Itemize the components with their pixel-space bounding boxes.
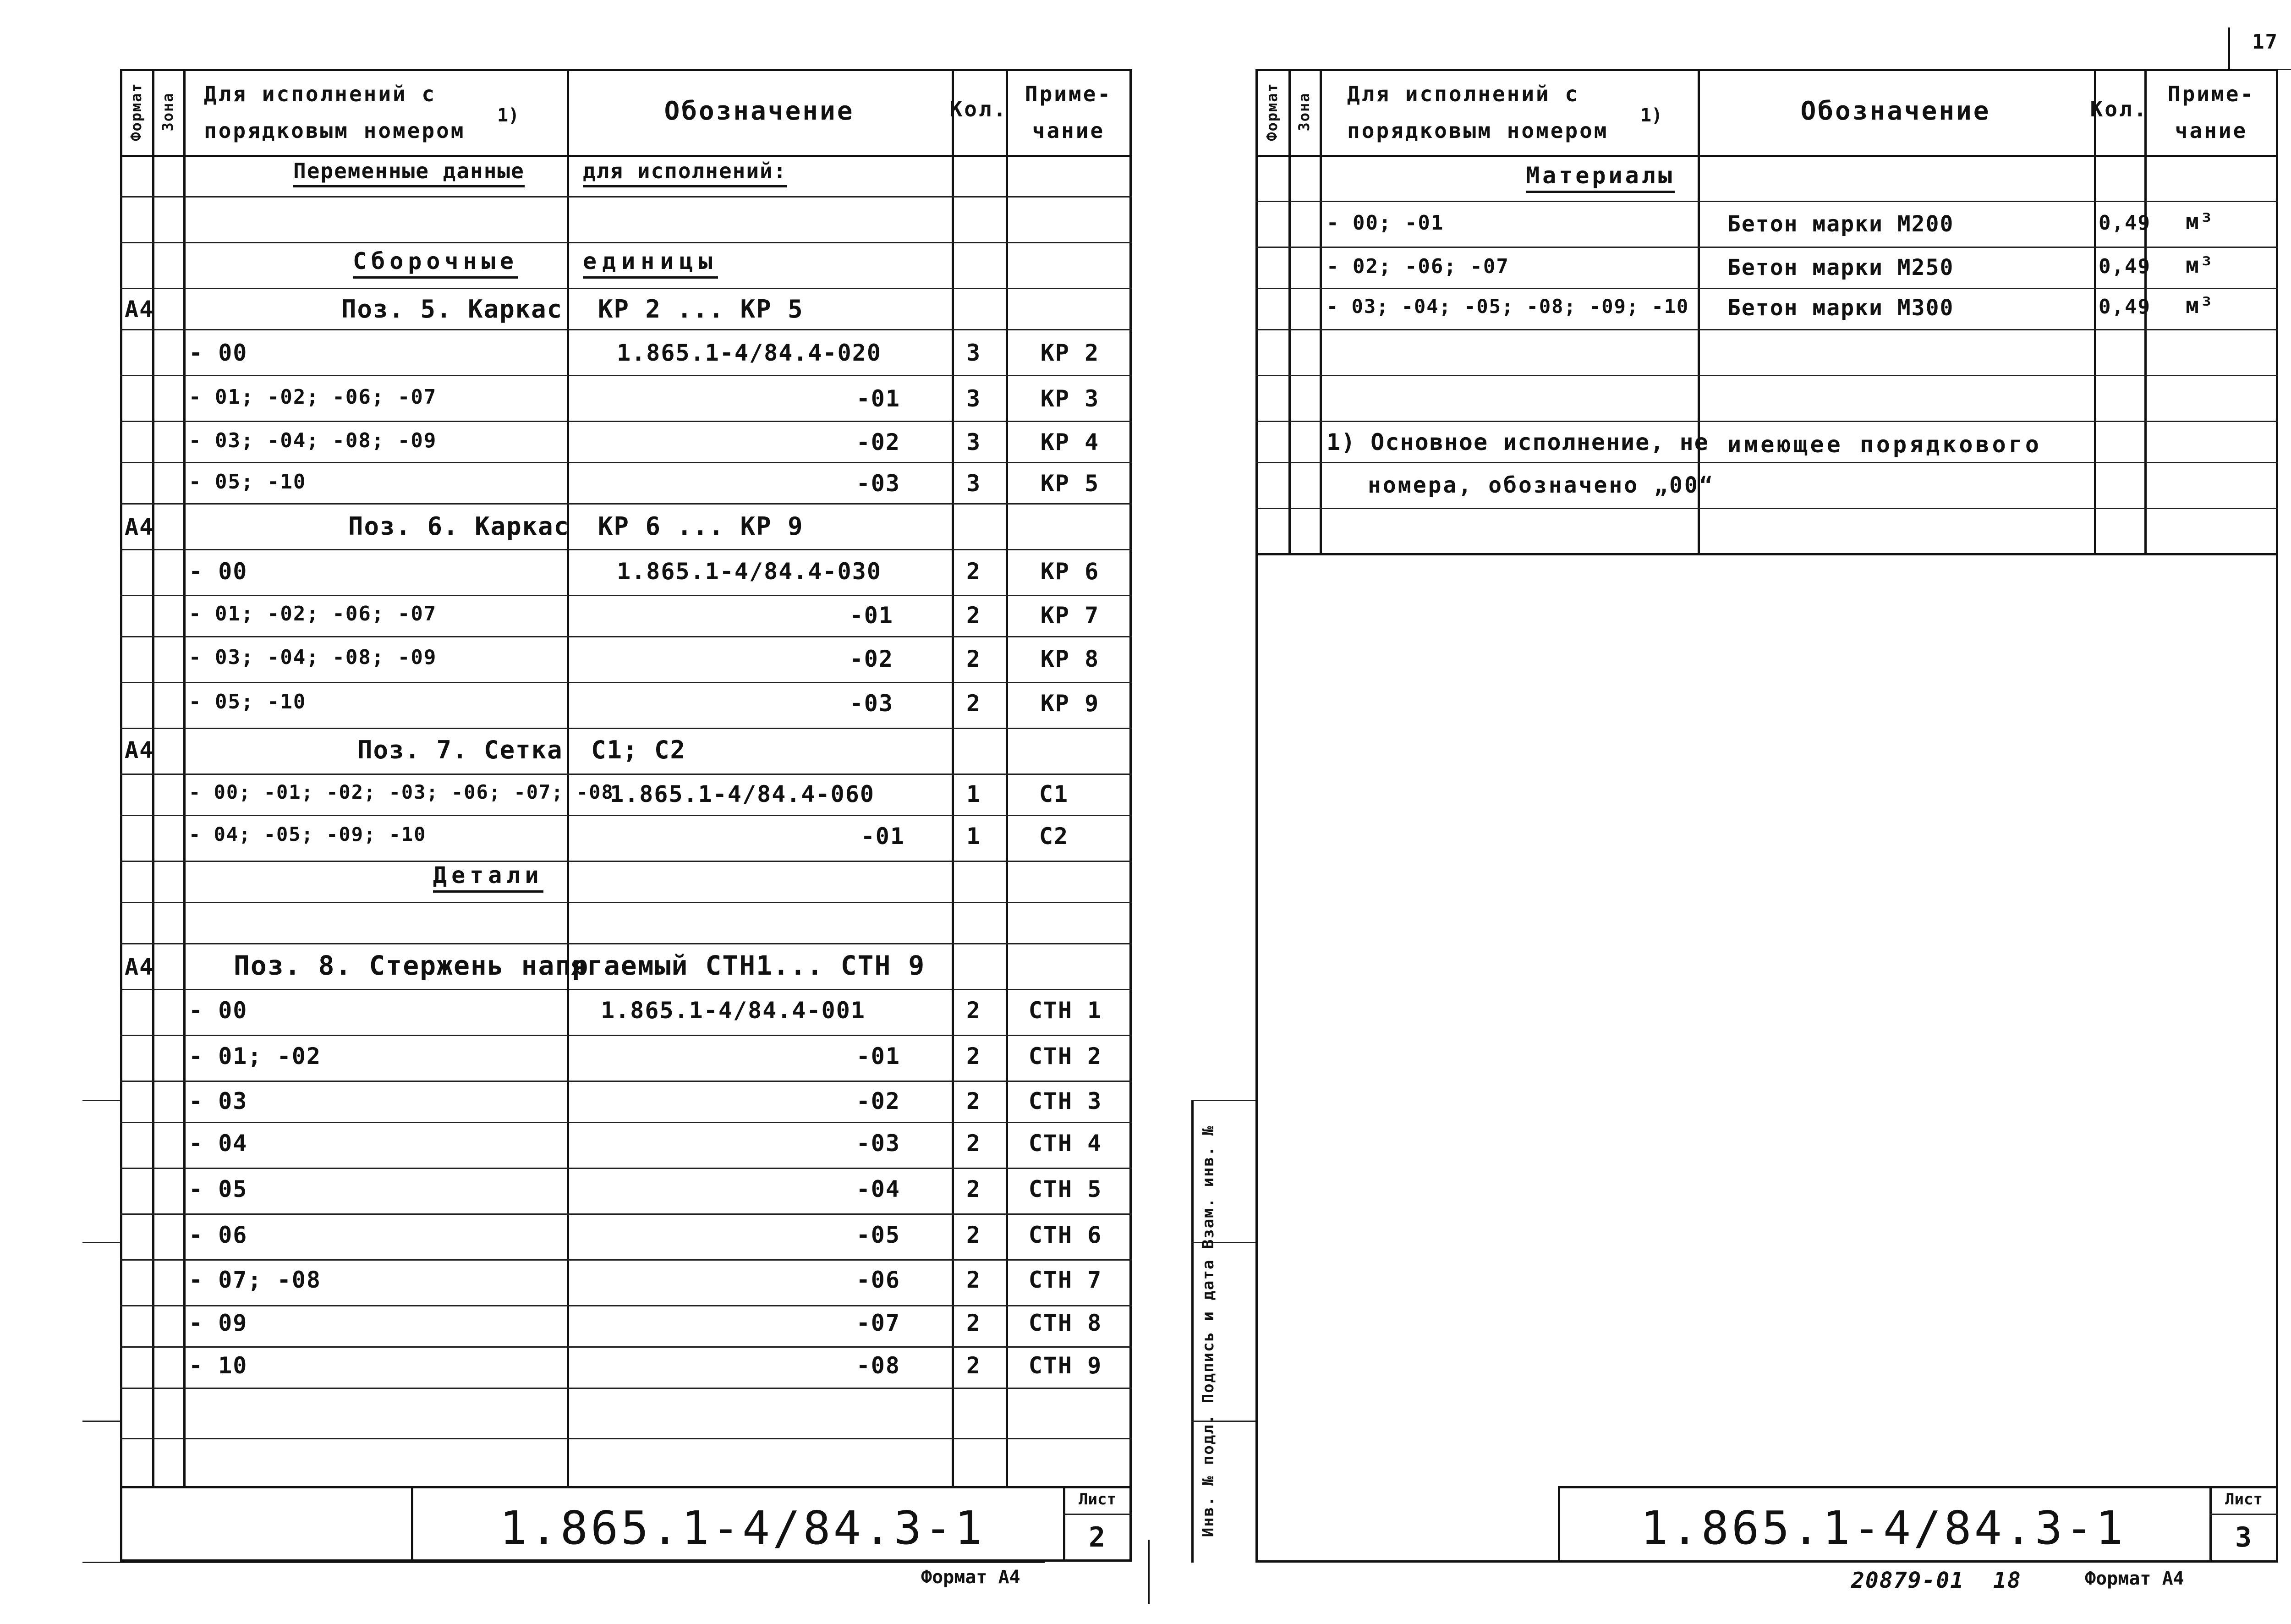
pos8-row9-qty: 2 (966, 1352, 981, 1379)
variants-header-line2: порядковым номером (204, 118, 466, 143)
left-sheet-number: 2 (1088, 1521, 1107, 1553)
pos8-row7-variant: - 07; -08 (189, 1267, 321, 1293)
pos5-title: Поз. 5. Каркас (341, 295, 563, 324)
variants-header-line1: Для исполнений с (204, 82, 437, 106)
right-variants-header-line1: Для исполнений с (1347, 82, 1580, 106)
footnote-mark: 1) (497, 105, 520, 126)
pos8-row6-variant: - 06 (189, 1222, 248, 1248)
pos8-row3-qty: 2 (966, 1088, 981, 1114)
pos8-row9-designation: -08 (856, 1352, 900, 1379)
designation-header: Обозначение (664, 96, 855, 126)
pos7-title: Поз. 7. Сетка (357, 735, 563, 764)
pos5-row4-qty: 3 (966, 470, 981, 497)
pos7-range: С1; С2 (591, 735, 686, 764)
pos7-row2-variant: - 04; -05; -09; -10 (189, 823, 427, 845)
pos7-format: А4 (125, 737, 154, 763)
pos8-row1-designation: 1.865.1-4/84.4-001 (601, 997, 866, 1024)
pos5-row4-note: КР 5 (1040, 470, 1100, 497)
left-stamp-code: 1.865.1-4/84.3-1 (499, 1501, 985, 1555)
pos8-row4-qty: 2 (966, 1130, 981, 1157)
pos7-row1-designation: 1.865.1-4/84.4-060 (610, 781, 875, 807)
pos5-row1-qty: 3 (966, 340, 981, 366)
pos5-row3-variant: - 03; -04; -08; -09 (189, 429, 437, 452)
note-header-line2: чание (1032, 118, 1105, 143)
pos8-row6-designation: -05 (856, 1222, 900, 1248)
right-footnote-mark: 1) (1640, 105, 1663, 126)
material-row1-qty: 0,49 (2099, 211, 2151, 235)
pos6-row3-qty: 2 (966, 646, 981, 672)
pos8-row1-note: СТН 1 (1028, 997, 1102, 1024)
pos8-row8-designation: -07 (856, 1310, 900, 1336)
pos8-row6-qty: 2 (966, 1222, 981, 1248)
footnote-line1-right: имеющее порядкового (1727, 431, 2042, 458)
sheet-separator (1148, 1540, 1150, 1604)
material-row3-note: м³ (2186, 293, 2214, 318)
pos8-row3-note: СТН 3 (1028, 1088, 1102, 1114)
material-row1-note: м³ (2186, 209, 2214, 235)
pos5-row4-variant: - 05; -10 (189, 470, 307, 494)
left-format-label: Формат А4 (921, 1567, 1020, 1588)
pos5-row2-designation: -01 (856, 385, 900, 412)
right-zone-column-header: Зона (1295, 92, 1313, 132)
right-sheet-number: 3 (2235, 1521, 2253, 1553)
material-row2-designation: Бетон марки М250 (1727, 255, 1954, 280)
pos6-row3-designation: -02 (849, 646, 893, 672)
pos5-row2-note: КР 3 (1040, 385, 1100, 412)
right-variants-header-line2: порядковым номером (1347, 118, 1609, 143)
pos6-row3-variant: - 03; -04; -08; -09 (189, 646, 437, 669)
pos7-row2-designation: -01 (860, 823, 905, 850)
pos5-row3-note: КР 4 (1040, 429, 1100, 455)
right-qty-header: Кол. (2090, 97, 2148, 121)
pos6-row1-variant: - 00 (189, 558, 248, 585)
pos5-row1-designation: 1.865.1-4/84.4-020 (617, 340, 882, 366)
material-row2-note: м³ (2186, 252, 2214, 278)
pos8-row2-variant: - 01; -02 (189, 1043, 321, 1070)
right-note-header-line1: Приме- (2167, 82, 2255, 106)
pos8-title-continued: ягаемый СТН1... СТН 9 (570, 950, 926, 981)
pos8-row8-note: СТН 8 (1028, 1310, 1102, 1336)
pos8-row1-variant: - 00 (189, 997, 248, 1024)
pos8-row8-variant: - 09 (189, 1310, 248, 1336)
section-assemblies: Сборочные (353, 250, 518, 279)
pos8-row6-note: СТН 6 (1028, 1222, 1102, 1248)
pos5-row2-qty: 3 (966, 385, 981, 412)
pos5-row3-qty: 3 (966, 429, 981, 455)
footnote-line1-left: 1) Основное исполнение, не (1326, 429, 1709, 455)
pos8-row3-designation: -02 (856, 1088, 900, 1114)
pos6-row4-designation: -03 (849, 690, 893, 717)
pos6-range: КР 6 ... КР 9 (598, 512, 804, 541)
left-sheet-label: Лист (1079, 1490, 1116, 1509)
pos6-row1-note: КР 6 (1040, 558, 1100, 585)
side-stamp-label: Инв. № подл. Подпись и дата Взам. инв. № (1199, 1125, 1217, 1537)
pos8-row5-variant: - 05 (189, 1176, 248, 1202)
pos7-row2-qty: 1 (966, 823, 981, 850)
material-row2-variant: - 02; -06; -07 (1326, 255, 1509, 278)
pos6-row4-qty: 2 (966, 690, 981, 717)
pos6-row1-qty: 2 (966, 558, 981, 585)
pos8-format: А4 (125, 954, 154, 980)
footnote-line2: номера, обозначено „00“ (1368, 472, 1715, 498)
pos8-row9-note: СТН 9 (1028, 1352, 1102, 1379)
material-row3-variant: - 03; -04; -05; -08; -09; -10 (1326, 295, 1689, 318)
qty-header: Кол. (949, 97, 1008, 121)
section-variable-data-right: для исполнений: (583, 160, 787, 187)
archive-page: 18 (1993, 1568, 2022, 1593)
pos8-row2-qty: 2 (966, 1043, 981, 1070)
pos8-row7-designation: -06 (856, 1267, 900, 1293)
note-header-line1: Приме- (1025, 82, 1113, 106)
format-column-header: Формат (127, 82, 145, 141)
archive-number: 20879-01 (1851, 1568, 1965, 1593)
material-row3-designation: Бетон марки М300 (1727, 295, 1954, 321)
pos8-row4-note: СТН 4 (1028, 1130, 1102, 1157)
pos5-range: КР 2 ... КР 5 (598, 295, 804, 324)
pos5-format: А4 (125, 296, 154, 323)
pos8-row5-qty: 2 (966, 1176, 981, 1202)
pos8-row2-note: СТН 2 (1028, 1043, 1102, 1070)
pos8-row2-designation: -01 (856, 1043, 900, 1070)
section-details: Детали (433, 864, 543, 893)
pos6-row3-note: КР 8 (1040, 646, 1100, 672)
right-designation-header: Обозначение (1800, 96, 1991, 126)
pos6-row1-designation: 1.865.1-4/84.4-030 (617, 558, 882, 585)
pos8-row9-variant: - 10 (189, 1352, 248, 1379)
pos6-row4-note: КР 9 (1040, 690, 1100, 717)
pos6-row2-note: КР 7 (1040, 602, 1100, 629)
pos8-row5-designation: -04 (856, 1176, 900, 1202)
pos6-row4-variant: - 05; -10 (189, 690, 307, 713)
pos5-row2-variant: - 01; -02; -06; -07 (189, 385, 437, 409)
right-format-label: Формат А4 (2085, 1568, 2184, 1589)
pos8-title: Поз. 8. Стержень напр (234, 950, 589, 981)
pos5-row3-designation: -02 (856, 429, 900, 455)
pos8-row4-variant: - 04 (189, 1130, 248, 1157)
pos8-row3-variant: - 03 (189, 1088, 248, 1114)
pos7-row1-note: С1 (1039, 781, 1069, 807)
pos8-row7-note: СТН 7 (1028, 1267, 1102, 1293)
pos5-row1-note: КР 2 (1040, 340, 1100, 366)
material-row2-qty: 0,49 (2099, 255, 2151, 278)
pos8-row4-designation: -03 (856, 1130, 900, 1157)
section-materials: Материалы (1526, 164, 1675, 193)
right-format-column-header: Формат (1263, 82, 1281, 141)
pos6-row2-variant: - 01; -02; -06; -07 (189, 602, 437, 625)
pos8-row7-qty: 2 (966, 1267, 981, 1293)
pos6-format: А4 (125, 514, 154, 540)
right-stamp-code: 1.865.1-4/84.3-1 (1640, 1501, 2126, 1555)
right-sheet-label: Лист (2225, 1490, 2263, 1509)
pos6-row2-qty: 2 (966, 602, 981, 629)
pos8-row8-qty: 2 (966, 1310, 981, 1336)
pos6-row2-designation: -01 (849, 602, 893, 629)
right-note-header-line2: чание (2175, 118, 2248, 143)
pos6-title: Поз. 6. Каркас (348, 512, 570, 541)
pos8-row1-qty: 2 (966, 997, 981, 1024)
pos7-row1-variant: - 00; -01; -02; -03; -06; -07; -08 (189, 781, 614, 803)
corner-page-number: 17 (2252, 30, 2278, 54)
section-variable-data: Переменные данные (293, 160, 525, 187)
pos8-row5-note: СТН 5 (1028, 1176, 1102, 1202)
material-row3-qty: 0,49 (2099, 295, 2151, 318)
pos5-row4-designation: -03 (856, 470, 900, 497)
pos7-row1-qty: 1 (966, 781, 981, 807)
zone-column-header: Зона (159, 92, 176, 132)
material-row1-designation: Бетон марки М200 (1727, 211, 1954, 237)
section-assemblies-right: единицы (583, 250, 718, 279)
pos5-row1-variant: - 00 (189, 340, 248, 366)
pos7-row2-note: С2 (1039, 823, 1069, 850)
material-row1-variant: - 00; -01 (1326, 211, 1444, 235)
